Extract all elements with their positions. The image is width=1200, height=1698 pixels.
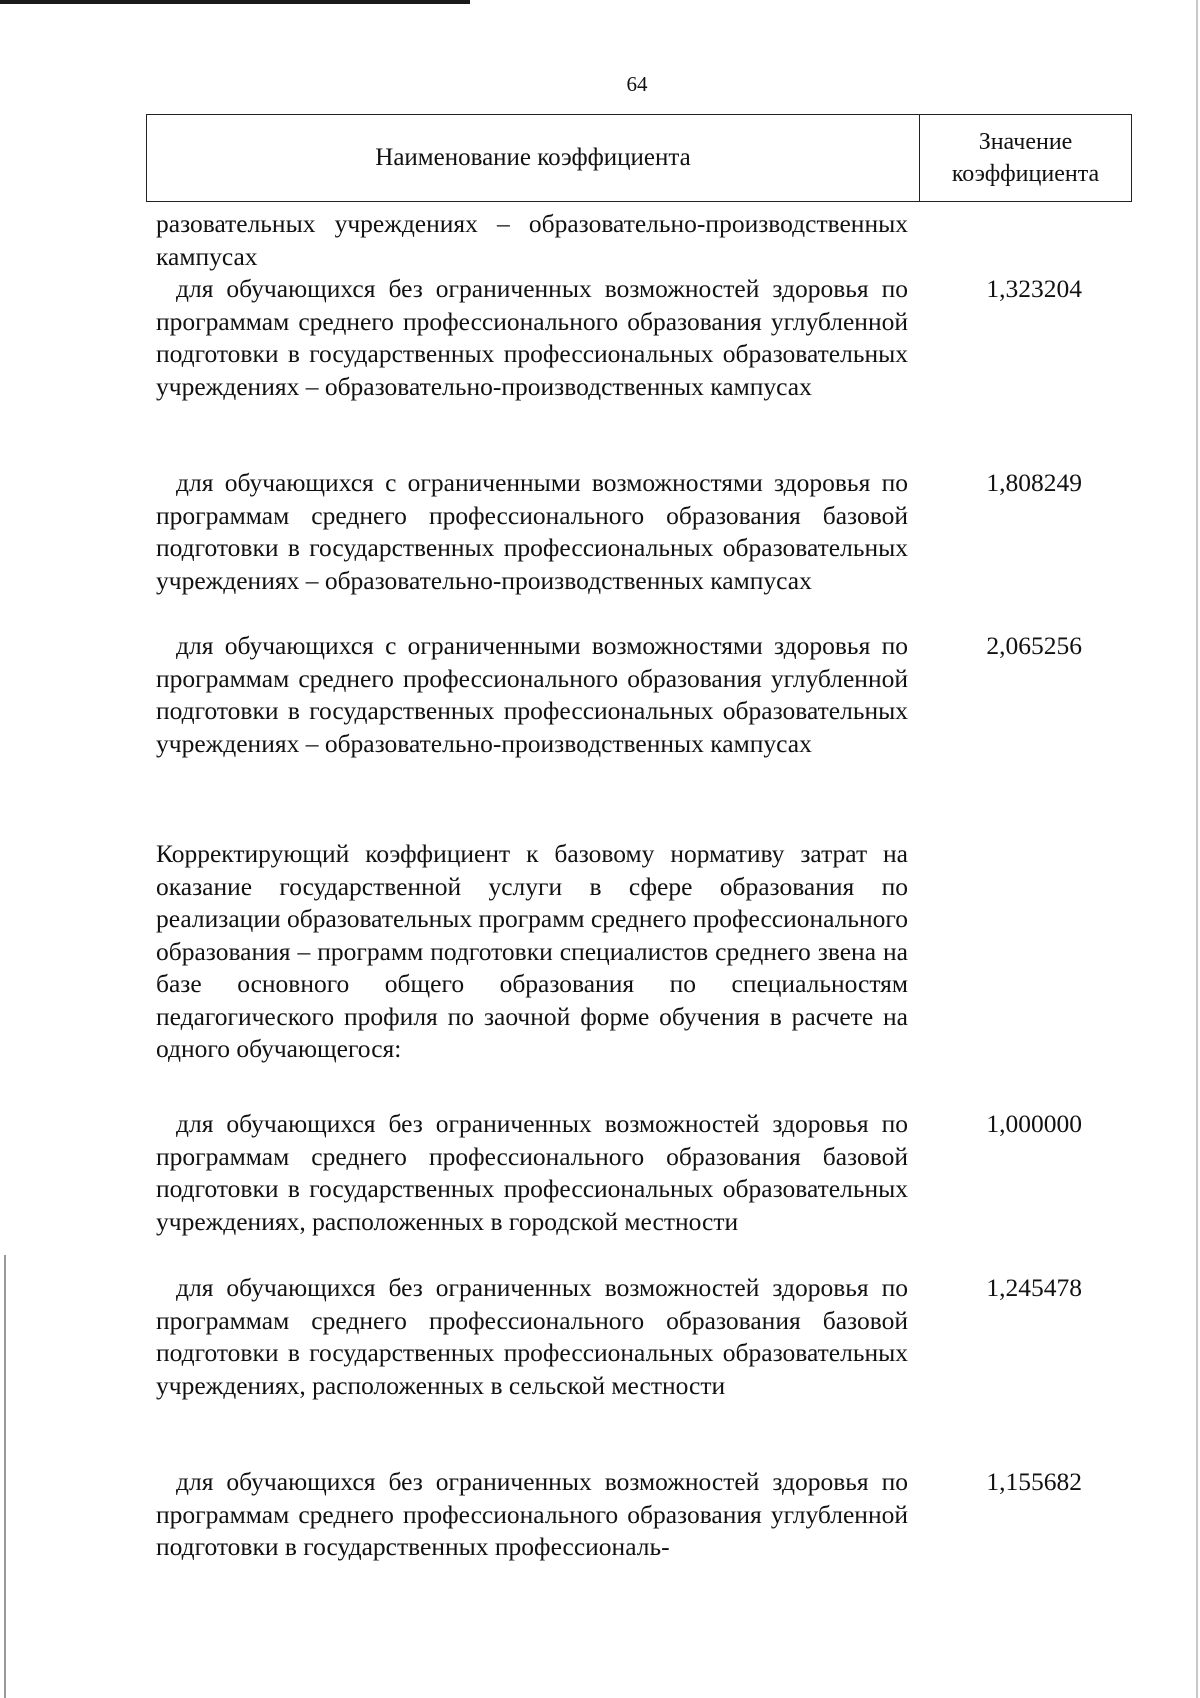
scan-edge-shadow (1196, 0, 1198, 1698)
page-number: 64 (626, 72, 648, 96)
row-text: для обучающихся без ограниченных возможностей здоровья по программам среднего профессионального образования базовой подготовки в государственных профессиональных образовательных учреждениях, расположенных в городской местности (156, 1109, 908, 1236)
scan-edge-line (0, 0, 470, 4)
header-value-column: Значение коэффициента (951, 129, 1100, 187)
row-value: 2,065256 (986, 631, 1082, 660)
row-text: для обучающихся без ограниченных возможностей здоровья по программам среднего профессионального образования углубленной подготовки в государственных профессиональ- (156, 1467, 908, 1561)
section-heading-text: Корректирующий коэффициент к базовому нормативу затрат на оказание государственной услуги в сфере образования по реализации образовательных программ среднего профессионального образования – программ подготовки специалистов среднего звена на базе основного общего образования по специальностям педагогического профиля по заочной форме обучения в расчете на одного обучающегося: (156, 839, 908, 1063)
row-value: 1,155682 (986, 1467, 1082, 1496)
row-text: для обучающихся без ограниченных возможностей здоровья по программам среднего профессионального образования углубленной подготовки в государственных профессиональных образовательных учреждениях – образовательно-производственных кампусах (156, 274, 908, 401)
header-name-column: Наименование коэффициента (147, 115, 920, 201)
scan-margin-mark (4, 1255, 6, 1698)
row-value: 1,245478 (986, 1273, 1082, 1302)
row-continuation-text: разовательных учреждениях – образовательно-производственных кампусах (156, 209, 908, 271)
row-value: 1,000000 (986, 1109, 1082, 1138)
row-text: для обучающихся с ограниченными возможностями здоровья по программам среднего профессионального образования базовой подготовки в государственных профессиональных образовательных учреждениях – образовательно-производственных кампусах (156, 468, 908, 595)
row-value: 1,323204 (986, 274, 1082, 303)
row-value: 1,808249 (986, 468, 1082, 497)
row-text: для обучающихся без ограниченных возможностей здоровья по программам среднего профессионального образования базовой подготовки в государственных профессиональных образовательных учреждениях, расположенных в сельской местности (156, 1273, 908, 1400)
table-header (146, 114, 1132, 202)
row-text: для обучающихся с ограниченными возможностями здоровья по программам среднего профессионального образования углубленной подготовки в государственных профессиональных образовательных учреждениях – образовательно-производственных кампусах (156, 631, 908, 758)
